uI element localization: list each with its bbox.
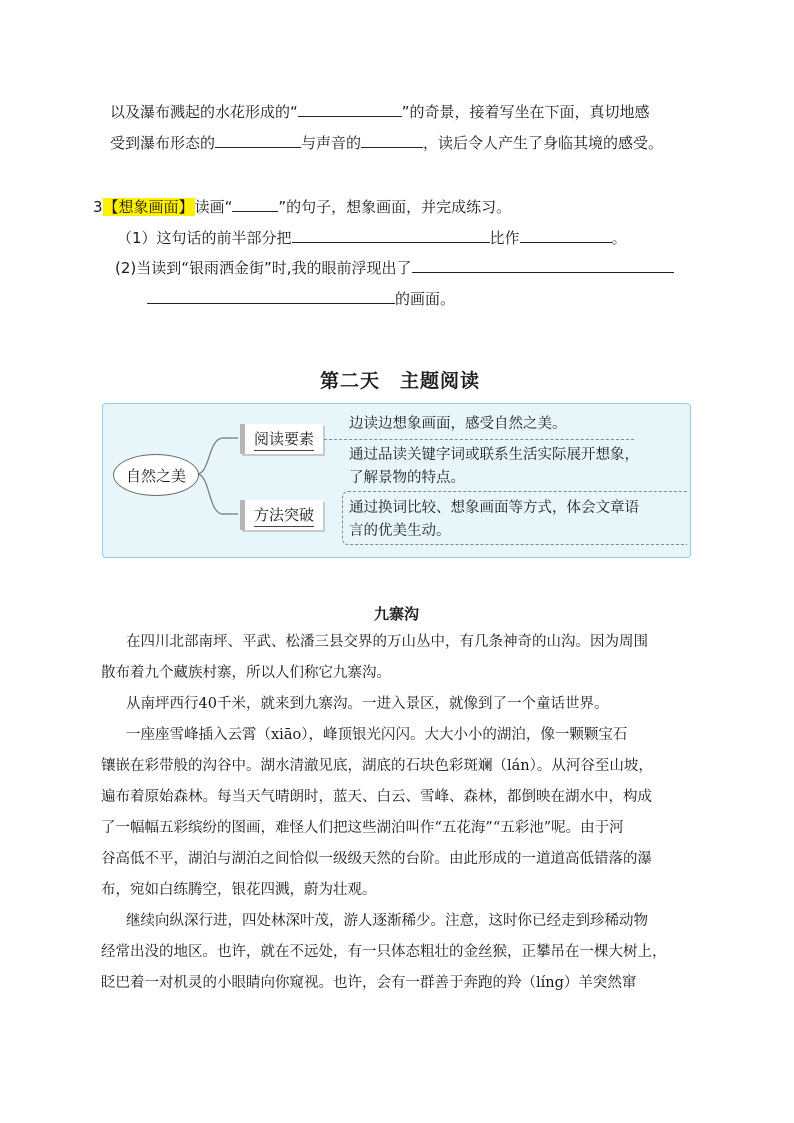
branch-reading-element: 阅读要素	[240, 424, 323, 454]
question-3-1: （1）这句话的前半部分把 比作 。	[117, 229, 627, 247]
question-tag: 【想象画面】	[103, 198, 194, 216]
section-title: 第二天 主题阅读	[320, 370, 481, 392]
note-reading-element: 边读边想象画面，感受自然之美。	[349, 416, 567, 432]
question-3: 3【想象画面】读画“ ”的句子，想象画面，并完成练习。	[93, 198, 512, 216]
top-line-2: 受到瀑布形态的 与声音的 ，读后令人产生了身临其境的感受。	[110, 134, 664, 152]
question-3-2-cont: 的画面。	[147, 289, 455, 309]
passage-line: 遍布着原始森林。每当天气晴朗时，蓝天、白云、雪峰、森林，都倒映在湖水中，构成	[101, 789, 652, 805]
passage-body	[101, 627, 686, 999]
passage-line: 继续向纵深行进，四处林深叶茂，游人逐渐稀少。注意，这时你已经走到珍稀动物	[126, 913, 648, 929]
note-method-1: 通过换词比较、想象画面等方式，体会文章语	[349, 500, 639, 516]
passage-title: 九寨沟	[374, 605, 420, 623]
note-method-2: 言的优美生动。	[349, 523, 451, 539]
passage-line: 镶嵌在彩带般的沟谷中。湖水清澈见底，湖底的石块色彩斑斓（lán）。从河谷至山坡，	[101, 758, 653, 774]
question-3-2: (2)当读到“银雨洒金街”时,我的眼前浮现出了	[115, 258, 674, 278]
note-reading-detail-1: 通过品读关键字词或联系生活实际展开想象，	[349, 447, 639, 463]
passage-line: 布，宛如白练腾空，银花四溅，蔚为壮观。	[101, 882, 377, 898]
branch-method: 方法突破	[240, 500, 323, 530]
top-line-1: 以及瀑布溅起的水花形成的“ ”的奇景，接着写坐在下面，真切地感	[110, 103, 650, 121]
passage-line: 经常出没的地区。也许，就在不远处，有一只体态粗壮的金丝猴，正攀吊在一棵大树上，	[101, 944, 667, 960]
passage-line: 从南坪西行40千米，就来到九寨沟。一进入景区，就像到了一个童话世界。	[126, 696, 609, 712]
note-reading-detail-2: 了解景物的特点。	[349, 470, 465, 486]
passage-line: 谷高低不平，湖泊与湖泊之间恰似一级级天然的台阶。由此形成的一道道高低错落的瀑	[101, 851, 652, 867]
passage-line: 在四川北部南坪、平武、松潘三县交界的万山丛中，有几条神奇的山沟。因为周围	[126, 634, 648, 650]
passage-line: 一座座雪峰插入云霄（xiāo），峰顶银光闪闪。大大小小的湖泊，像一颗颗宝石	[126, 727, 628, 743]
passage-line: 眨巴着一对机灵的小眼睛向你窥视。也许，会有一群善于奔跑的羚（líng）羊突然窜	[101, 975, 637, 991]
passage-line: 散布着九个藏族村寨，所以人们称它九寨沟。	[101, 665, 391, 681]
dashed-connector-1	[324, 439, 634, 440]
mindmap-center: 自然之美	[113, 454, 199, 496]
passage-line: 了一幅幅五彩缤纷的图画，难怪人们把这些湖泊叫作“五花海”“五彩池”呢。由于河	[101, 820, 624, 836]
